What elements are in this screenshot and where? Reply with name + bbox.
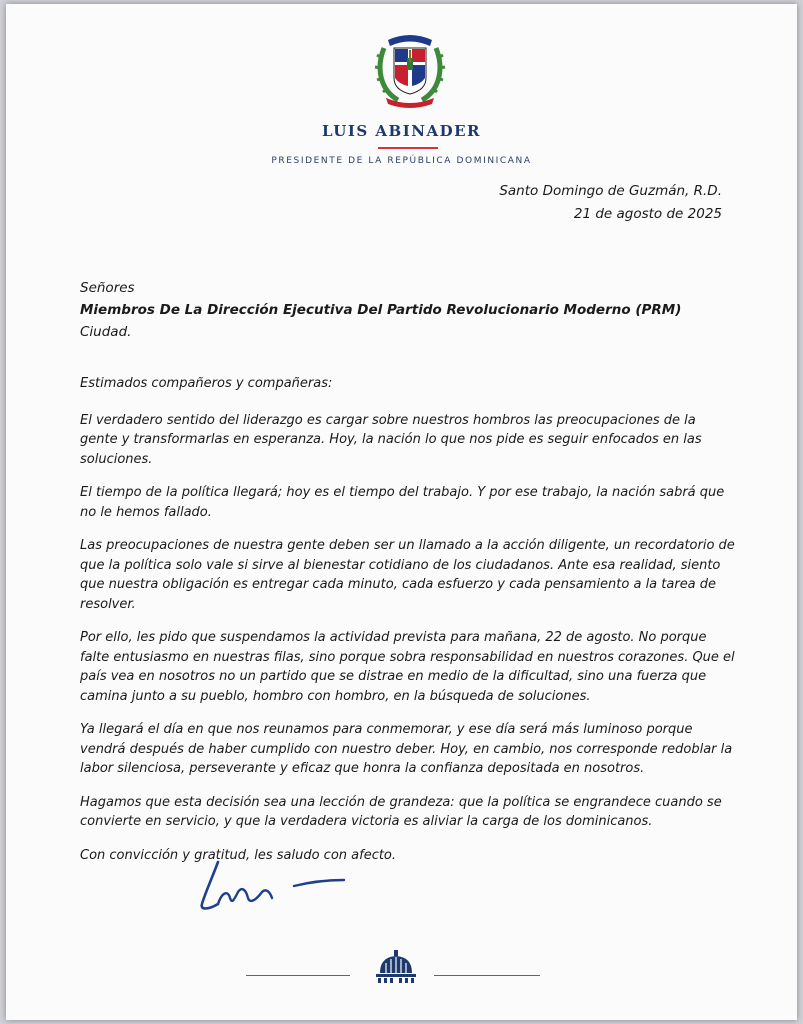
letter-body (80, 374, 735, 879)
footer-rule-right (434, 975, 540, 976)
body-paragraph: Por ello, les pido que suspendamos la actividad prevista para mañana, 22 de agosto. No porque falte entusiasmo en nuestras filas, sino porque sobra responsabilidad en nuestros corazones. Que el país vea en nosotros no un partido que se distrae en medio de la dificultad, sino una fuerza que camina junto a su pueblo, hombro con hombro, en la búsqueda de soluciones. (80, 630, 735, 704)
dominican-coat-of-arms-icon (374, 28, 446, 108)
handwritten-signature-icon (194, 856, 354, 916)
sender-title: PRESIDENTE DE LA REPÚBLICA DOMINICANA (271, 156, 532, 166)
sender-name: LUIS ABINADER (322, 122, 481, 140)
letter-place: Santo Domingo de Guzmán, R.D. (499, 183, 722, 199)
national-palace-dome-icon (372, 949, 420, 985)
closing-line: Con convicción y gratitud, les saludo con afecto. (80, 847, 397, 863)
salutation: Estimados compañeros y compañeras: (80, 376, 333, 391)
footer-rule-left (246, 975, 350, 976)
name-underline (378, 147, 438, 149)
body-paragraph: Ya llegará el día en que nos reunamos para conmemorar, y ese día será más luminoso porque vendrá después de haber cumplido con nuestro deber. Hoy, en cambio, nos corresponde redoblar la labor silenciosa, perseverante y eficaz que honra la confianza depositada en nosotros. (80, 722, 733, 776)
place-and-date (499, 180, 722, 226)
addressee-line: Señores (80, 280, 135, 296)
body-paragraph: El tiempo de la política llegará; hoy es el tiempo del trabajo. Y por ese trabajo, la nación sabrá que no le hemos fallado. (80, 485, 725, 520)
addressee-block (80, 277, 681, 343)
addressee-city: Ciudad. (80, 324, 132, 340)
letter-date: 21 de agosto de 2025 (573, 206, 722, 222)
body-paragraph: El verdadero sentido del liderazgo es cargar sobre nuestros hombros las preocupaciones de la gente y transformarlas en esperanza. Hoy, la nación lo que nos pide es seguir enfocados en las soluciones. (80, 412, 702, 467)
letter-page (6, 4, 797, 1020)
body-paragraph: Hagamos que esta decisión sea una lección de grandeza: que la política se engrandece cuando se convierte en servicio, y que la verdadera victoria es aliviar la carga de los dominicanos. (80, 794, 722, 829)
addressee-recipient: Miembros De La Dirección Ejecutiva Del Partido Revolucionario Moderno (PRM) (80, 302, 682, 318)
body-paragraph: Las preocupaciones de nuestra gente deben ser un llamado a la acción diligente, un recordatorio de que la política solo vale si sirve al bienestar cotidiano de los ciudadanos. Ante esa realidad, siento que nuestra obligación es entregar cada minuto, cada esfuerzo y cada pensamiento a la tarea de resolver. (80, 538, 735, 612)
